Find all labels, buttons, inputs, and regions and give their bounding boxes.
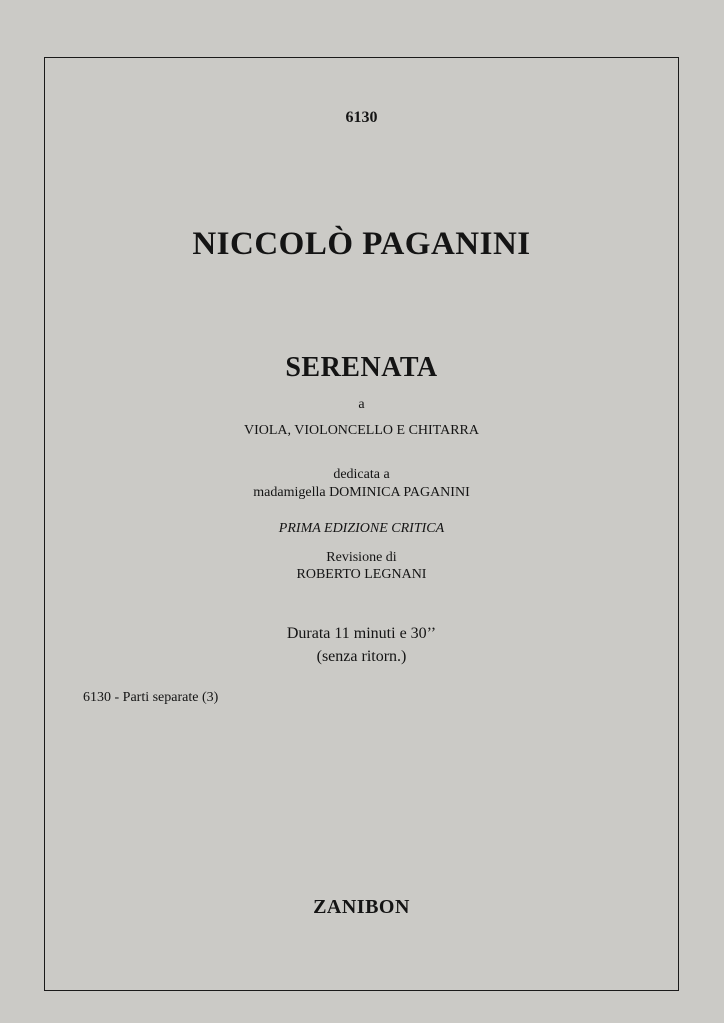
separate-parts-note: 6130 - Parti separate (3) <box>83 690 219 705</box>
reviser-name: ROBERTO LEGNANI <box>296 567 427 582</box>
publisher-name: ZANIBON <box>313 896 410 918</box>
revision-line-1: Revisione di <box>326 550 397 565</box>
duration-line-2: (senza ritorn.) <box>316 648 407 665</box>
instrumentation: VIOLA, VIOLONCELLO E CHITARRA <box>243 423 480 438</box>
composer-name: NICCOLÒ PAGANINI <box>192 226 531 262</box>
catalog-number: 6130 <box>345 109 378 126</box>
for-preposition: a <box>358 397 365 412</box>
work-title: SERENATA <box>285 352 438 383</box>
edition-label: PRIMA EDIZIONE CRITICA <box>278 521 445 536</box>
duration-line-1: Durata 11 minuti e 30’’ <box>286 625 437 642</box>
dedication-line-2: madamigella DOMINICA PAGANINI <box>253 485 470 500</box>
cover-frame <box>44 57 679 991</box>
dedication-line-1: dedicata a <box>333 467 390 482</box>
